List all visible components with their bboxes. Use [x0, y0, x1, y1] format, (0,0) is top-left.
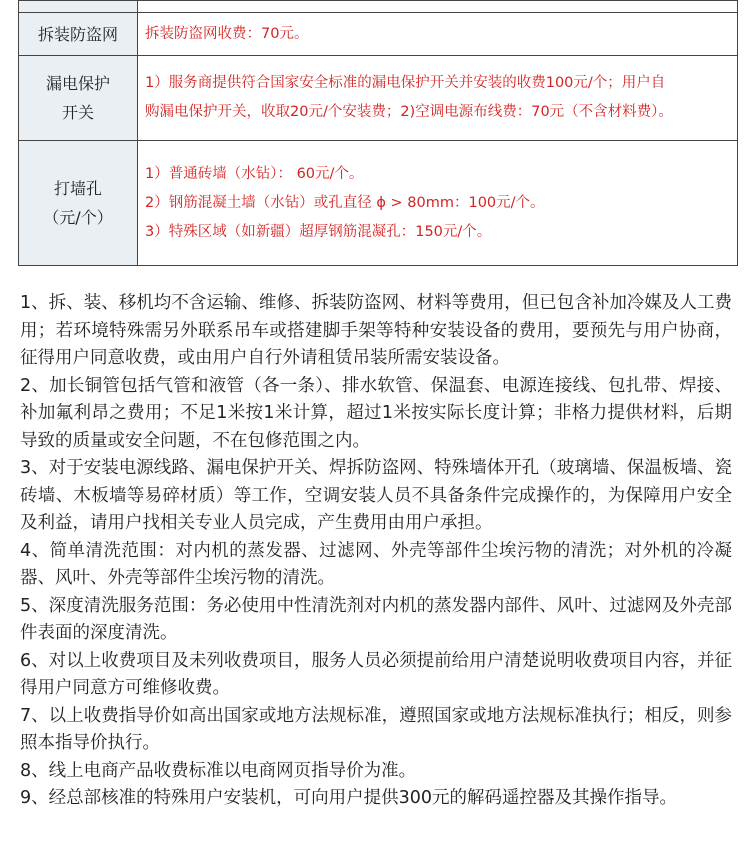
- label-line: 漏电保护: [45, 74, 110, 93]
- content-cell-cut: [138, 1, 738, 13]
- label-line: 开关: [61, 103, 94, 122]
- fee-row-anti-theft-net: [19, 13, 738, 56]
- note-item: 4、简单清洗范围：对内机的蒸发器、过滤网、外壳等部件尘埃污物的清洗；对外机的冷凝器、风叶、外壳等部件尘埃污物的清洗。: [20, 540, 732, 588]
- fee-row-content: [138, 13, 738, 56]
- label-line: 打墙孔: [53, 179, 102, 198]
- note-item: 3、对于安装电源线路、漏电保护开关、焊拆防盗网、特殊墙体开孔（玻璃墙、保温板墙、瓷砖墙、木板墙等易碎材质）等工作，空调安装人员不具备条件完成操作的，为保障用户安全及利益，请用户找相关专业人员完成，产生费用由用户承担。: [20, 458, 732, 533]
- content-line: 拆装防盗网收费：70元。: [145, 25, 309, 42]
- content-line: 购漏电保护开关，收取20元/个安装费；2)空调电源布线费：70元（不含材料费）。: [145, 104, 673, 120]
- fee-table-top-row-cut: [19, 1, 738, 13]
- note-item: 8、线上电商产品收费标准以电商网页指导价为准。: [20, 760, 417, 781]
- fee-row-content: [138, 141, 738, 266]
- label-line: （元/个）: [43, 208, 113, 227]
- content-line: 3）特殊区域（如新疆）超厚钢筋混凝孔：150元/个。: [145, 223, 492, 240]
- note-item: 5、深度清洗服务范围：务必使用中性清洗剂对内机的蒸发器内部件、风叶、过滤网及外壳部件表面的深度清洗。: [20, 595, 732, 643]
- note-item: 7、以上收费指导价如高出国家或地方法规标准，遵照国家或地方法规标准执行；相反，则参照本指导价执行。: [20, 705, 732, 753]
- fee-row-label: [19, 141, 138, 266]
- fee-row-content: [138, 56, 738, 141]
- note-item: 9、经总部核准的特殊用户安装机，可向用户提供300元的解码遥控器及其操作指导。: [20, 788, 678, 808]
- fee-row-leakage-protection-switch: [19, 56, 738, 141]
- note-item: 2、加长铜管包括气管和液管（各一条）、排水软管、保温套、电源连接线、包扎带、焊接、补加氟利昂之费用；不足1米按1米计算，超过1米按实际长度计算；非格力提供材料，后期导致的质量或安全问题，不在包修范围之内。: [20, 375, 732, 451]
- fee-row-label: [19, 13, 138, 56]
- fee-row-wall-drilling: [19, 141, 738, 266]
- label-cell-cut: [19, 1, 138, 13]
- fee-row-label: [19, 56, 138, 141]
- note-item: 1、拆、装、移机均不含运输、维修、拆装防盗网、材料等费用，但已包含补加冷媒及人工费用；若环境特殊需另外联系吊车或搭建脚手架等特种安装设备的费用，要预先与用户协商，征得用户同意收费，或由用户自行外请租赁吊装所需安装设备。: [20, 293, 732, 368]
- note-item: 6、对以上收费项目及未列收费项目，服务人员必须提前给用户清楚说明收费项目内容，并征得用户同意方可维修收费。: [20, 650, 732, 698]
- fee-table: [18, 0, 738, 266]
- label-line: 拆装防盗网: [37, 24, 118, 44]
- content-line: 2）钢筋混凝土墙（水钻）或孔直径 ϕ > 80mm：100元/个。: [145, 194, 545, 211]
- notes-list: [20, 290, 732, 813]
- content-line: 1）服务商提供符合国家安全标准的漏电保护开关并安装的收费100元/个；用户自: [145, 75, 666, 91]
- content-line: 1）普通砖墙（水钻）： 60元/个。: [145, 165, 364, 182]
